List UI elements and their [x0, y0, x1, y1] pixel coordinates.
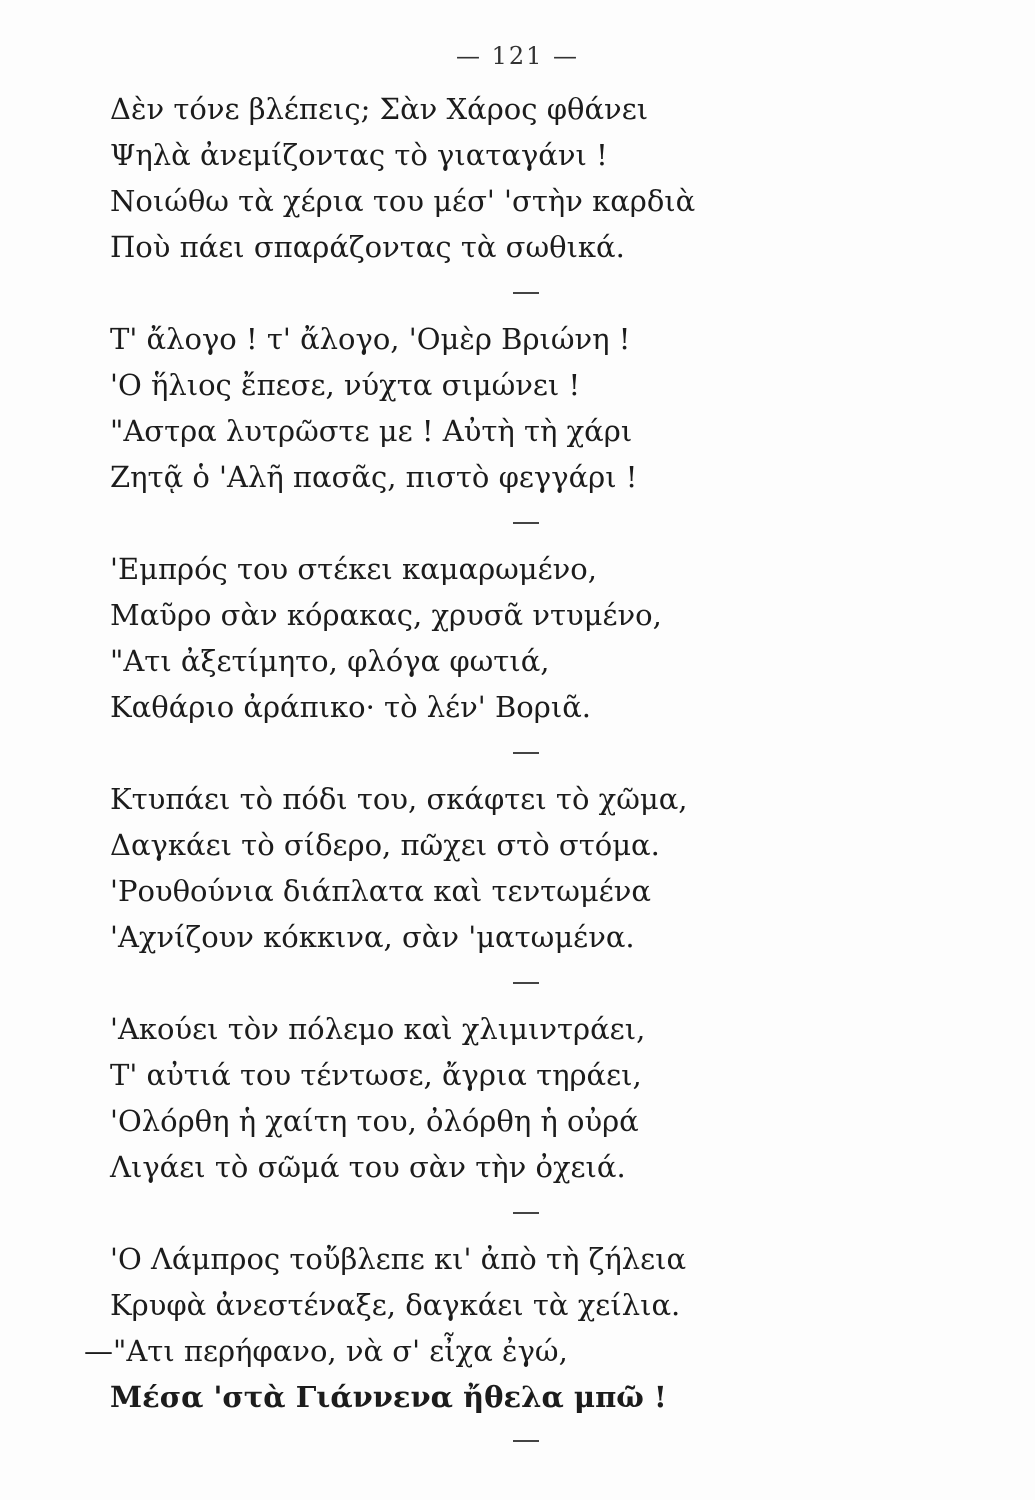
stanza-separator: [513, 292, 539, 294]
verse-line: 'Ακούει τὸν πόλεμο καὶ χλιμιντράει,: [110, 1012, 646, 1046]
stanza-separator: [513, 522, 539, 524]
verse-line: Κρυφὰ ἀνεστέναξε, δαγκάει τὰ χείλια.: [110, 1288, 681, 1322]
verse-line: 'Αχνίζουν κόκκινα, σὰν 'ματωμένα.: [110, 920, 635, 954]
verse-line: Δαγκάει τὸ σίδερο, πῶχει στὸ στόμα.: [110, 828, 660, 862]
stanza-4: [110, 776, 930, 960]
verse-line: Κτυπάει τὸ πόδι του, σκάφτει τὸ χῶμα,: [110, 782, 688, 816]
stanza-separator: [513, 752, 539, 754]
verse-line: Ψηλὰ ἀνεμίζοντας τὸ γιαταγάνι !: [110, 138, 608, 172]
stanza-separator: [513, 982, 539, 984]
verse-line: 'Ο ἥλιος ἔπεσε, νύχτα σιμώνει !: [110, 368, 581, 402]
stanza-separator: [513, 1212, 539, 1214]
stanza-separator: [513, 1440, 539, 1442]
stanza-6: [84, 1236, 930, 1420]
verse-line: Δὲν τόνε βλέπεις; Σὰν Χάρος φθάνει: [110, 92, 649, 126]
verse-line: Τ' ἄλογο ! τ' ἄλογο, 'Ομὲρ Βριώνη !: [110, 322, 631, 356]
page-number: — 121 —: [455, 42, 580, 70]
verse-line: Ποὺ πάει σπαράζοντας τὰ σωθικά.: [110, 230, 625, 264]
verse-line: Λιγάει τὸ σῶμά του σὰν τὴν ὀχειά.: [110, 1150, 626, 1184]
verse-line: 'Ολόρθη ἡ χαίτη του, ὀλόρθη ἡ οὐρά: [110, 1104, 639, 1138]
verse-line: Ζητᾷ ὁ 'Αλῆ πασᾶς, πιστὸ φεγγάρι !: [110, 460, 638, 494]
verse-line: Νοιώθω τὰ χέρια του μέσ' 'στὴν καρδιὰ: [110, 184, 696, 218]
verse-line: 'Εμπρός του στέκει καμαρωμένο,: [110, 552, 597, 586]
stanza-5: [110, 1006, 930, 1190]
verse-line: Μέσα 'στὰ Γιάννενα ἤθελα μπῶ !: [110, 1380, 667, 1414]
verse-line-dialogue: —"Ατι περήφανο, νὰ σ' εἶχα ἐγώ,: [84, 1334, 568, 1368]
verse-line: Μαῦρο σὰν κόρακας, χρυσᾶ ντυμένο,: [110, 598, 662, 632]
verse-line: "Αστρα λυτρῶστε με ! Αὐτὴ τὴ χάρι: [110, 414, 633, 448]
verse-line: Καθάριο ἀράπικο· τὸ λέν' Βοριᾶ.: [110, 690, 591, 724]
stanza-3: [110, 546, 930, 730]
verse-line: 'Ο Λάμπρος τοὔβλεπε κι' ἀπὸ τὴ ζήλεια: [110, 1242, 687, 1276]
poem-body: [84, 86, 930, 1464]
stanza-2: [110, 316, 930, 500]
verse-line: "Ατι ἀξετίμητο, φλόγα φωτιά,: [110, 644, 550, 678]
stanza-1: [110, 86, 930, 270]
verse-line: Τ' αὐτιά του τέντωσε, ἄγρια τηράει,: [110, 1058, 642, 1092]
verse-line: 'Ρουθούνια διάπλατα καὶ τεντωμένα: [110, 874, 651, 908]
